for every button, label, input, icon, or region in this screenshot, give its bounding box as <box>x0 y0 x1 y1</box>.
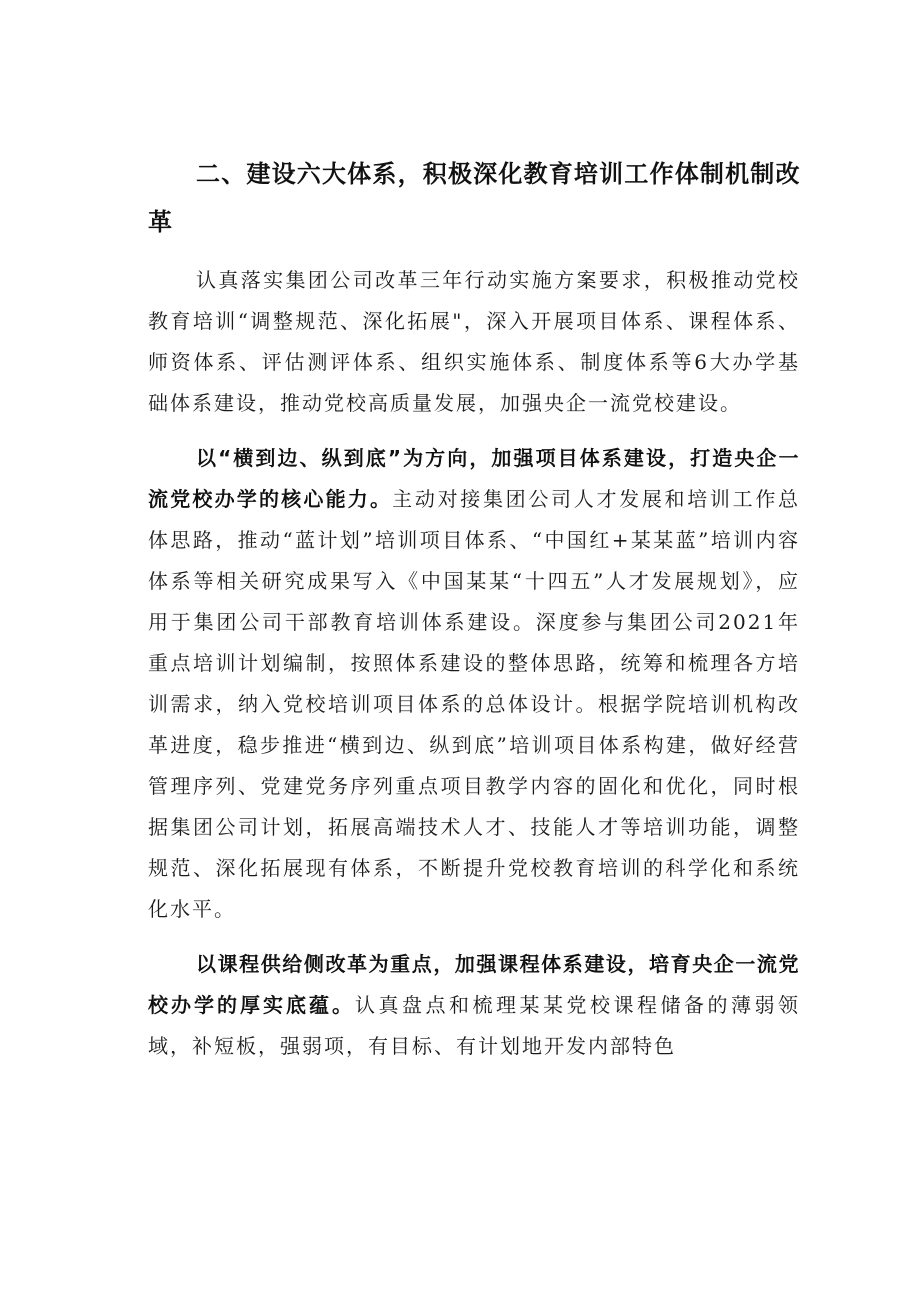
paragraph-3-body: 认真盘点和梳理某某党校课程储备的薄弱领域，补短板，强弱项，有目标、有计划地开发内部特色 <box>148 993 800 1058</box>
paragraph-1-body: 认真落实集团公司改革三年行动实施方案要求，积极推动党校教育培训“调整规范、深化拓展"，深入开展项目体系、课程体系、师资体系、评估测评体系、组织实施体系、制度体系等6大办学基础体系建设，推动党校高质量发展，加强央企一流党校建设。 <box>148 268 800 415</box>
paragraph-2-lead: 以“横到边、纵到底”为方向，加强项目体系建设，打造央企一流党校办学的核心能力。 <box>148 446 800 511</box>
paragraph-3-lead: 以课程供给侧改革为重点，加强课程体系建设，培育央企一流党校办学的厚实底蕴。 <box>148 952 800 1017</box>
section-heading: 二、建设六大体系，积极深化教育培训工作体制机制改革 <box>148 160 800 236</box>
paragraph-3 <box>148 944 800 1067</box>
document-page <box>148 150 800 1067</box>
paragraph-1 <box>148 260 800 424</box>
paragraph-2 <box>148 438 800 930</box>
paragraph-2-body: 主动对接集团公司人才发展和培训工作总体思路，推动“蓝计划”培训项目体系、“中国红+某某蓝”培训内容体系等相关研究成果写入《中国某某“十四五”人才发展规划》，应用于集团公司干部教育培训体系建设。深度参与集团公司2021年重点培训计划编制，按照体系建设的整体思路，统筹和梳理各方培训需求，纳入党校培训项目体系的总体设计。根据学院培训机构改革进度，稳步推进“横到边、纵到底”培训项目体系构建，做好经营管理序列、党建党务序列重点项目教学内容的固化和优化，同时根据集团公司计划，拓展高端技术人才、技能人才等培训功能，调整规范、深化拓展现有体系，不断提升党校教育培训的科学化和系统化水平。 <box>148 487 801 921</box>
